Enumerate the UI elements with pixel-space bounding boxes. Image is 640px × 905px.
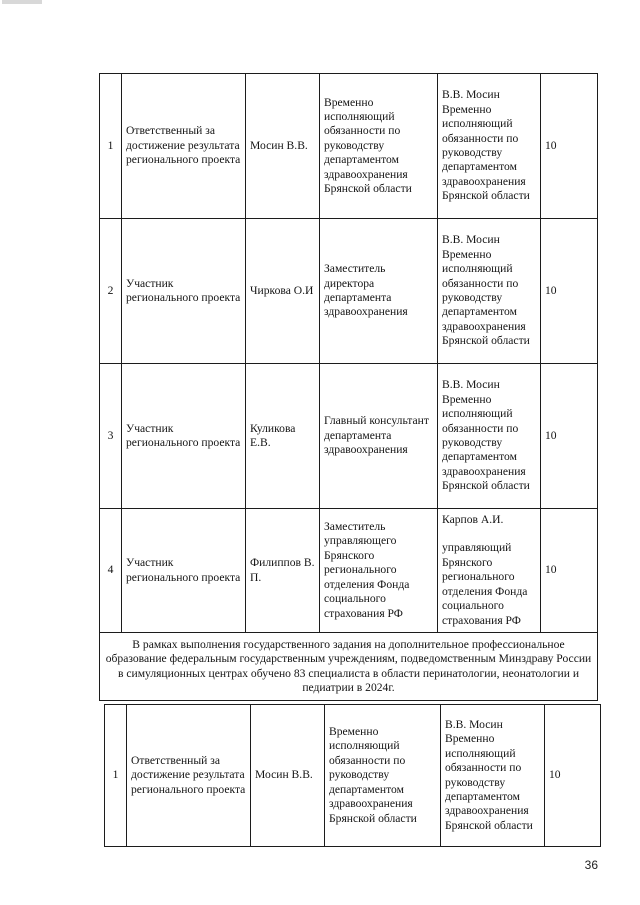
training-note: В рамках выполнения государственного задания на дополнительное профессиональное образование федеральным государственным учреждениям, подведомственным Минздраву России в симуляционных центрах обучено 83 специалиста в области перинатологии, неонатологии и педиатрии в 2024г. xyxy=(100,633,598,701)
role-cell: Участник регионального проекта xyxy=(122,509,246,633)
position-cell: Главный консультант департамента здравоохранения xyxy=(320,364,438,509)
approver-title: управляющий Брянского регионального отделения Фонда социального страхования РФ xyxy=(442,541,528,627)
name-cell: Куликова Е.В. xyxy=(246,364,320,509)
name-cell: Чиркова О.И xyxy=(246,219,320,364)
responsibility-table-continued xyxy=(104,704,601,847)
approver-cell: В.В. Мосин Временно исполняющий обязанности по руководству департаментом здравоохранения Брянской области xyxy=(438,219,541,364)
role-cell: Участник регионального проекта xyxy=(122,219,246,364)
approver-name: Карпов А.И. xyxy=(442,513,504,527)
note-row xyxy=(100,633,598,701)
row-number: 2 xyxy=(100,219,122,364)
row-number: 3 xyxy=(100,364,122,509)
name-cell: Мосин В.В. xyxy=(246,74,320,219)
role-cell: Ответственный за достижение результата регионального проекта xyxy=(127,705,251,847)
row-number: 4 xyxy=(100,509,122,633)
table-row xyxy=(100,219,598,364)
score-cell: 10 xyxy=(545,705,601,847)
table-row xyxy=(100,364,598,509)
scan-mark xyxy=(2,0,42,4)
position-cell: Заместитель управляющего Брянского регионального отделения Фонда социального страхования РФ xyxy=(320,509,438,633)
row-number: 1 xyxy=(105,705,127,847)
position-cell: Временно исполняющий обязанности по руководству департаментом здравоохранения Брянской области xyxy=(325,705,441,847)
name-cell: Филиппов В. П. xyxy=(246,509,320,633)
score-cell: 10 xyxy=(541,509,598,633)
score-cell: 10 xyxy=(541,364,598,509)
approver-cell xyxy=(438,509,541,633)
role-cell: Участник регионального проекта xyxy=(122,364,246,509)
position-cell: Временно исполняющий обязанности по руководству департаментом здравоохранения Брянской области xyxy=(320,74,438,219)
name-cell: Мосин В.В. xyxy=(251,705,325,847)
score-cell: 10 xyxy=(541,74,598,219)
responsibility-table xyxy=(99,73,598,701)
approver-gap xyxy=(442,527,536,541)
table-row xyxy=(100,509,598,633)
approver-cell: В.В. Мосин Временно исполняющий обязанности по руководству департаментом здравоохранения Брянской области xyxy=(438,364,541,509)
score-cell: 10 xyxy=(541,219,598,364)
page-number: 36 xyxy=(584,858,598,872)
role-cell: Ответственный за достижение результата регионального проекта xyxy=(122,74,246,219)
approver-cell: В.В. Мосин Временно исполняющий обязанности по руководству департаментом здравоохранения Брянской области xyxy=(441,705,545,847)
table-row xyxy=(100,74,598,219)
position-cell: Заместитель директора департамента здравоохранения xyxy=(320,219,438,364)
approver-cell: В.В. Мосин Временно исполняющий обязанности по руководству департаментом здравоохранения Брянской области xyxy=(438,74,541,219)
row-number: 1 xyxy=(100,74,122,219)
table-row xyxy=(105,705,601,847)
